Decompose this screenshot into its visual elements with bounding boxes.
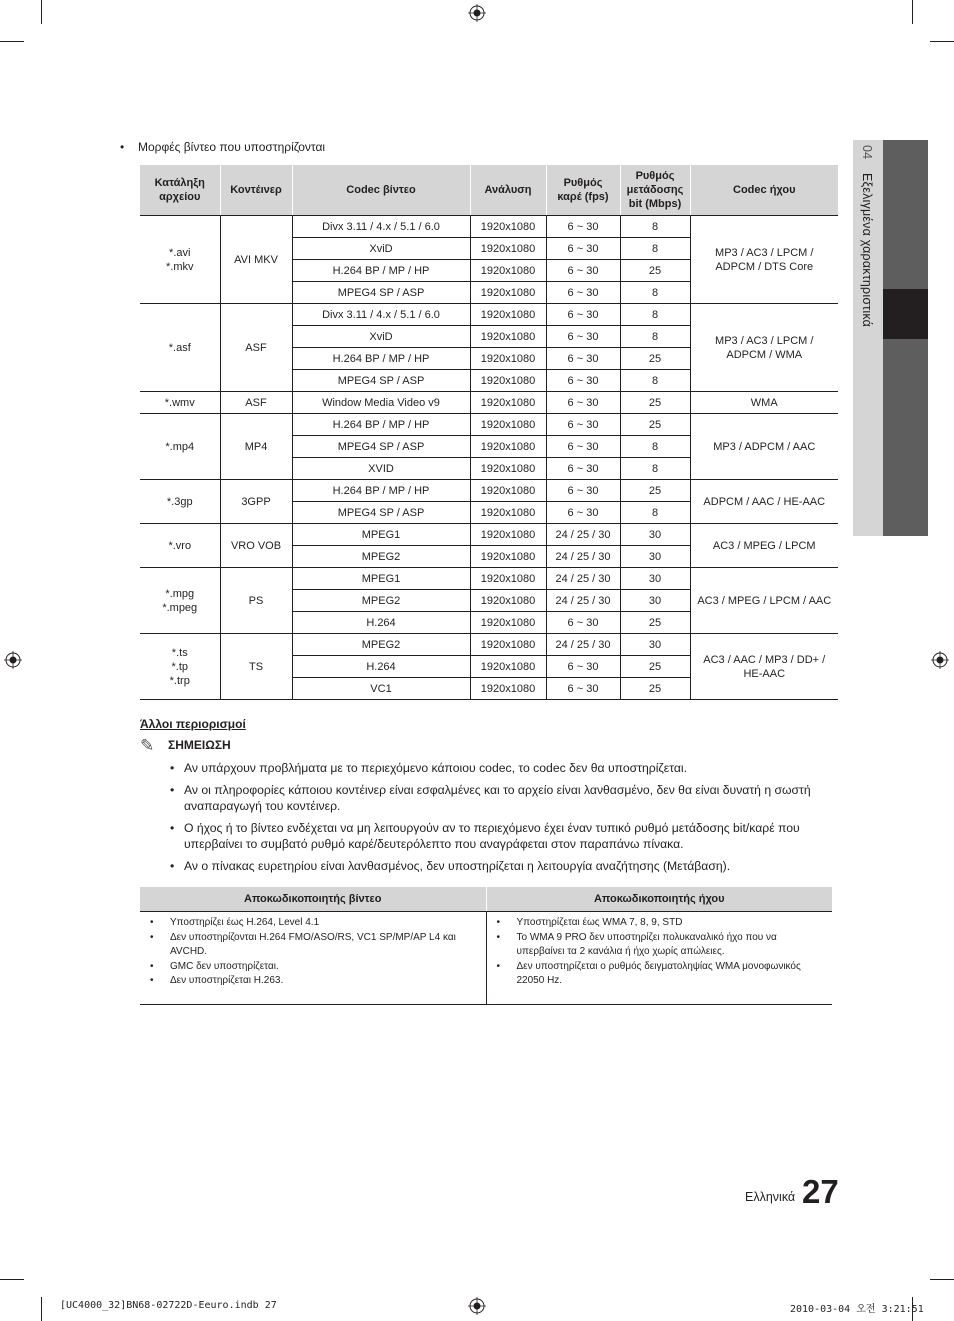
header-container: Κοντέινερ xyxy=(220,165,292,216)
cell-frame-rate: 6 ~ 30 xyxy=(546,458,620,480)
cell-bitrate: 25 xyxy=(620,348,690,370)
cell-frame-rate: 6 ~ 30 xyxy=(546,480,620,502)
cell-bitrate: 8 xyxy=(620,370,690,392)
list-item: • Υποστηρίζει έως H.264, Level 4.1 xyxy=(150,917,320,928)
cell-resolution: 1920x1080 xyxy=(470,568,546,590)
cell-resolution: 1920x1080 xyxy=(470,326,546,348)
cell-frame-rate: 6 ~ 30 xyxy=(546,392,620,414)
header-frame-rate: Ρυθμός καρέ (fps) xyxy=(546,165,620,216)
cell-extension: *.ts *.tp *.trp xyxy=(140,634,220,700)
cell-bitrate: 8 xyxy=(620,282,690,304)
table-row xyxy=(140,634,838,656)
crop-mark xyxy=(930,41,954,42)
cell-extension: *.vro xyxy=(140,524,220,568)
chapter-number: 04 xyxy=(860,145,874,160)
cell-bitrate: 25 xyxy=(620,392,690,414)
cell-resolution: 1920x1080 xyxy=(470,414,546,436)
cell-resolution: 1920x1080 xyxy=(470,546,546,568)
cell-frame-rate: 24 / 25 / 30 xyxy=(546,524,620,546)
cell-video-codec: Window Media Video v9 xyxy=(292,392,470,414)
list-item: • Το WMA 9 PRO δεν υποστηρίζει πολυκαναλικό ήχο που να υπερβαίνει τα 2 κανάλια ή ήχο χωρίς απώλειες. xyxy=(496,931,777,957)
header-bitrate: Ρυθμός μετάδοσης bit (Mbps) xyxy=(620,165,690,216)
note-text: Αν ο πίνακας ευρετηρίου είναι λανθασμένος, δεν υποστηρίζεται η λειτουργία αναζήτησης (Μετάβαση). xyxy=(184,858,731,873)
cell-extension: *.asf xyxy=(140,304,220,392)
audio-decoder-list xyxy=(487,912,833,1004)
cell-resolution: 1920x1080 xyxy=(470,524,546,546)
cell-container: VRO VOB xyxy=(220,524,292,568)
cell-resolution: 1920x1080 xyxy=(470,590,546,612)
list-item xyxy=(170,782,820,815)
decoder-table xyxy=(140,887,832,1005)
cell-container: AVI MKV xyxy=(220,216,292,304)
decoder-table-body xyxy=(140,912,832,1004)
cell-video-codec: H.264 xyxy=(292,612,470,634)
cell-frame-rate: 6 ~ 30 xyxy=(546,348,620,370)
cell-frame-rate: 6 ~ 30 xyxy=(546,282,620,304)
cell-frame-rate: 6 ~ 30 xyxy=(546,414,620,436)
cell-extension: *.mp4 xyxy=(140,414,220,480)
cell-resolution: 1920x1080 xyxy=(470,260,546,282)
cell-resolution: 1920x1080 xyxy=(470,238,546,260)
cell-video-codec: H.264 BP / MP / HP xyxy=(292,480,470,502)
print-slug-file: [UC4000_32]BN68-02722D-Eeuro.indb 27 xyxy=(60,1300,277,1311)
header-video-codec: Codec βίντεο xyxy=(292,165,470,216)
cell-frame-rate: 6 ~ 30 xyxy=(546,326,620,348)
cell-container: 3GPP xyxy=(220,480,292,524)
cell-bitrate: 8 xyxy=(620,326,690,348)
cell-frame-rate: 24 / 25 / 30 xyxy=(546,634,620,656)
cell-resolution: 1920x1080 xyxy=(470,634,546,656)
pencil-icon: ✎ xyxy=(140,736,155,755)
cell-bitrate: 25 xyxy=(620,656,690,678)
cell-resolution: 1920x1080 xyxy=(470,678,546,700)
item-text: Δεν υποστηρίζεται H.263. xyxy=(170,975,284,986)
registration-mark-icon xyxy=(931,651,949,669)
cell-resolution: 1920x1080 xyxy=(470,612,546,634)
note-heading xyxy=(140,736,231,756)
item-text: Το WMA 9 PRO δεν υποστηρίζει πολυκαναλικό ήχο που να υπερβαίνει τα 2 κανάλια ή ήχο χωρίς απώλειες. xyxy=(516,931,777,957)
side-tab-label xyxy=(860,145,874,327)
side-tab-active-marker xyxy=(883,289,928,339)
cell-resolution: 1920x1080 xyxy=(470,348,546,370)
header-audio-decoder: Αποκωδικοποιητής ήχου xyxy=(593,893,725,905)
cell-video-codec: MPEG1 xyxy=(292,568,470,590)
cell-video-codec: MPEG4 SP / ASP xyxy=(292,282,470,304)
cell-audio-codec: AC3 / AAC / MP3 / DD+ / HE-AAC xyxy=(690,634,838,700)
crop-mark xyxy=(930,1279,954,1280)
cell-frame-rate: 24 / 25 / 30 xyxy=(546,568,620,590)
registration-mark-icon xyxy=(468,1297,486,1315)
list-item: • Δεν υποστηρίζονται H.264 FMO/ASO/RS, VC1 SP/MP/AP L4 και AVCHD. xyxy=(150,931,456,957)
registration-mark-icon xyxy=(4,651,22,669)
cell-audio-codec: AC3 / MPEG / LPCM / AAC xyxy=(690,568,838,634)
list-item xyxy=(170,760,820,777)
table-row xyxy=(140,568,838,590)
bullet: • xyxy=(170,820,175,835)
cell-resolution: 1920x1080 xyxy=(470,392,546,414)
decoder-table-header xyxy=(140,887,832,912)
item-text: Υποστηρίζει έως H.264, Level 4.1 xyxy=(170,917,320,928)
cell-resolution: 1920x1080 xyxy=(470,656,546,678)
list-item xyxy=(170,820,820,853)
cell-resolution: 1920x1080 xyxy=(470,502,546,524)
table-row xyxy=(140,216,838,238)
cell-bitrate: 8 xyxy=(620,502,690,524)
cell-video-codec: H.264 BP / MP / HP xyxy=(292,260,470,282)
table-header-row xyxy=(140,165,838,216)
print-slug-date: 2010-03-04 오전 3:21:51 xyxy=(790,1304,924,1315)
video-decoder-list xyxy=(140,912,487,1004)
list-item xyxy=(170,858,820,875)
cell-bitrate: 30 xyxy=(620,568,690,590)
crop-mark xyxy=(0,41,24,42)
item-text: Υποστηρίζεται έως WMA 7, 8, 9, STD xyxy=(516,917,683,928)
other-restrictions-title: Άλλοι περιορισμοί xyxy=(140,717,246,731)
cell-video-codec: MPEG4 SP / ASP xyxy=(292,436,470,458)
cell-video-codec: VC1 xyxy=(292,678,470,700)
cell-video-codec: H.264 xyxy=(292,656,470,678)
crop-mark xyxy=(41,0,42,24)
item-text: GMC δεν υποστηρίζεται. xyxy=(170,960,279,972)
cell-frame-rate: 6 ~ 30 xyxy=(546,502,620,524)
page-number: 27 xyxy=(802,1173,839,1210)
note-label: ΣΗΜΕΙΩΣΗ xyxy=(168,738,231,752)
item-text: Δεν υποστηρίζεται ο ρυθμός δειγματοληψίας WMA μονοφωνικός 22050 Hz. xyxy=(516,960,801,986)
table-row xyxy=(140,524,838,546)
cell-bitrate: 25 xyxy=(620,480,690,502)
cell-video-codec: XVID xyxy=(292,458,470,480)
cell-video-codec: MPEG2 xyxy=(292,634,470,656)
cell-video-codec: XviD xyxy=(292,326,470,348)
cell-resolution: 1920x1080 xyxy=(470,480,546,502)
cell-video-codec: XviD xyxy=(292,238,470,260)
cell-frame-rate: 6 ~ 30 xyxy=(546,612,620,634)
cell-bitrate: 30 xyxy=(620,524,690,546)
cell-resolution: 1920x1080 xyxy=(470,282,546,304)
cell-audio-codec: MP3 / AC3 / LPCM / ADPCM / DTS Core xyxy=(690,216,838,304)
cell-frame-rate: 24 / 25 / 30 xyxy=(546,546,620,568)
cell-audio-codec: MP3 / ADPCM / AAC xyxy=(690,414,838,480)
list-item: • GMC δεν υποστηρίζεται. xyxy=(150,960,279,972)
cell-resolution: 1920x1080 xyxy=(470,436,546,458)
header-audio-codec: Codec ήχου xyxy=(690,165,838,216)
bullet: • xyxy=(170,782,175,797)
cell-bitrate: 25 xyxy=(620,414,690,436)
bullet: • xyxy=(170,858,175,873)
cell-audio-codec: ADPCM / AAC / HE-AAC xyxy=(690,480,838,524)
cell-audio-codec: MP3 / AC3 / LPCM / ADPCM / WMA xyxy=(690,304,838,392)
cell-container: PS xyxy=(220,568,292,634)
header-extension: Κατάληξη αρχείου xyxy=(140,165,220,216)
item-text: Δεν υποστηρίζονται H.264 FMO/ASO/RS, VC1 SP/MP/AP L4 και AVCHD. xyxy=(170,931,456,957)
bullet: • xyxy=(120,140,125,154)
cell-bitrate: 30 xyxy=(620,546,690,568)
footer-language: Ελληνικά xyxy=(745,1190,796,1204)
cell-bitrate: 8 xyxy=(620,304,690,326)
table-row xyxy=(140,392,838,414)
cell-frame-rate: 24 / 25 / 30 xyxy=(546,590,620,612)
cell-resolution: 1920x1080 xyxy=(470,216,546,238)
crop-mark xyxy=(41,1297,42,1321)
cell-bitrate: 8 xyxy=(620,238,690,260)
cell-video-codec: H.264 BP / MP / HP xyxy=(292,414,470,436)
cell-bitrate: 30 xyxy=(620,634,690,656)
cell-frame-rate: 6 ~ 30 xyxy=(546,656,620,678)
cell-audio-codec: WMA xyxy=(690,392,838,414)
video-formats-table xyxy=(140,165,838,700)
registration-mark-icon xyxy=(468,4,486,22)
cell-bitrate: 25 xyxy=(620,678,690,700)
cell-extension: *.mpg *.mpeg xyxy=(140,568,220,634)
cell-video-codec: MPEG4 SP / ASP xyxy=(292,502,470,524)
cell-container: TS xyxy=(220,634,292,700)
bullet: • xyxy=(170,761,175,775)
note-text: Αν οι πληροφορίες κάποιου κοντέινερ είναι εσφαλμένες και το αρχείο είναι λανθασμένο, δεν θα είναι δυνατή η σωστή αναπαραγωγή του κοντέινερ. xyxy=(184,782,811,813)
cell-resolution: 1920x1080 xyxy=(470,304,546,326)
cell-frame-rate: 6 ~ 30 xyxy=(546,304,620,326)
cell-frame-rate: 6 ~ 30 xyxy=(546,216,620,238)
cell-video-codec: Divx 3.11 / 4.x / 5.1 / 6.0 xyxy=(292,216,470,238)
cell-video-codec: Divx 3.11 / 4.x / 5.1 / 6.0 xyxy=(292,304,470,326)
notes-list xyxy=(170,760,820,879)
note-text: Αν υπάρχουν προβλήματα με το περιεχόμενο κάποιου codec, το codec δεν θα υποστηρίζεται. xyxy=(184,761,688,775)
cell-container: ASF xyxy=(220,304,292,392)
cell-bitrate: 8 xyxy=(620,458,690,480)
cell-video-codec: MPEG1 xyxy=(292,524,470,546)
header-resolution: Ανάλυση xyxy=(470,165,546,216)
header-video-decoder: Αποκωδικοποιητής βίντεο xyxy=(140,887,487,911)
crop-mark xyxy=(912,0,913,24)
cell-video-codec: H.264 BP / MP / HP xyxy=(292,348,470,370)
note-text: Ο ήχος ή το βίντεο ενδέχεται να μη λειτουργούν αν το περιεχόμενο έχει έναν τυπικό ρυθμό μετάδοσης bit/καρέ που υπερβαίνει το συμβατό ρυθμό καρέ/δευτερόλεπτο που αναγράφεται στον παραπάνω πίνακα. xyxy=(184,820,800,851)
cell-frame-rate: 6 ~ 30 xyxy=(546,678,620,700)
cell-resolution: 1920x1080 xyxy=(470,370,546,392)
cell-bitrate: 8 xyxy=(620,216,690,238)
crop-mark xyxy=(0,1279,24,1280)
table-row xyxy=(140,480,838,502)
cell-video-codec: MPEG2 xyxy=(292,546,470,568)
list-item: • Υποστηρίζεται έως WMA 7, 8, 9, STD xyxy=(496,917,683,928)
cell-frame-rate: 6 ~ 30 xyxy=(546,370,620,392)
table-row xyxy=(140,414,838,436)
cell-resolution: 1920x1080 xyxy=(470,458,546,480)
list-item: • Δεν υποστηρίζεται H.263. xyxy=(150,975,284,986)
intro-text: Μορφές βίντεο που υποστηρίζονται xyxy=(138,140,326,154)
cell-extension: *.avi *.mkv xyxy=(140,216,220,304)
cell-frame-rate: 6 ~ 30 xyxy=(546,436,620,458)
list-item: • Δεν υποστηρίζεται ο ρυθμός δειγματοληψίας WMA μονοφωνικός 22050 Hz. xyxy=(496,960,801,986)
cell-frame-rate: 6 ~ 30 xyxy=(546,260,620,282)
table-row xyxy=(140,304,838,326)
chapter-title: Εξελιγμένα χαρακτηριστικά xyxy=(860,173,874,328)
cell-bitrate: 8 xyxy=(620,436,690,458)
cell-bitrate: 30 xyxy=(620,590,690,612)
cell-frame-rate: 6 ~ 30 xyxy=(546,238,620,260)
cell-audio-codec: AC3 / MPEG / LPCM xyxy=(690,524,838,568)
intro-line xyxy=(120,140,325,154)
cell-bitrate: 25 xyxy=(620,260,690,282)
cell-container: ASF xyxy=(220,392,292,414)
cell-extension: *.3gp xyxy=(140,480,220,524)
cell-extension: *.wmv xyxy=(140,392,220,414)
cell-video-codec: MPEG2 xyxy=(292,590,470,612)
cell-bitrate: 25 xyxy=(620,612,690,634)
cell-video-codec: MPEG4 SP / ASP xyxy=(292,370,470,392)
cell-container: MP4 xyxy=(220,414,292,480)
